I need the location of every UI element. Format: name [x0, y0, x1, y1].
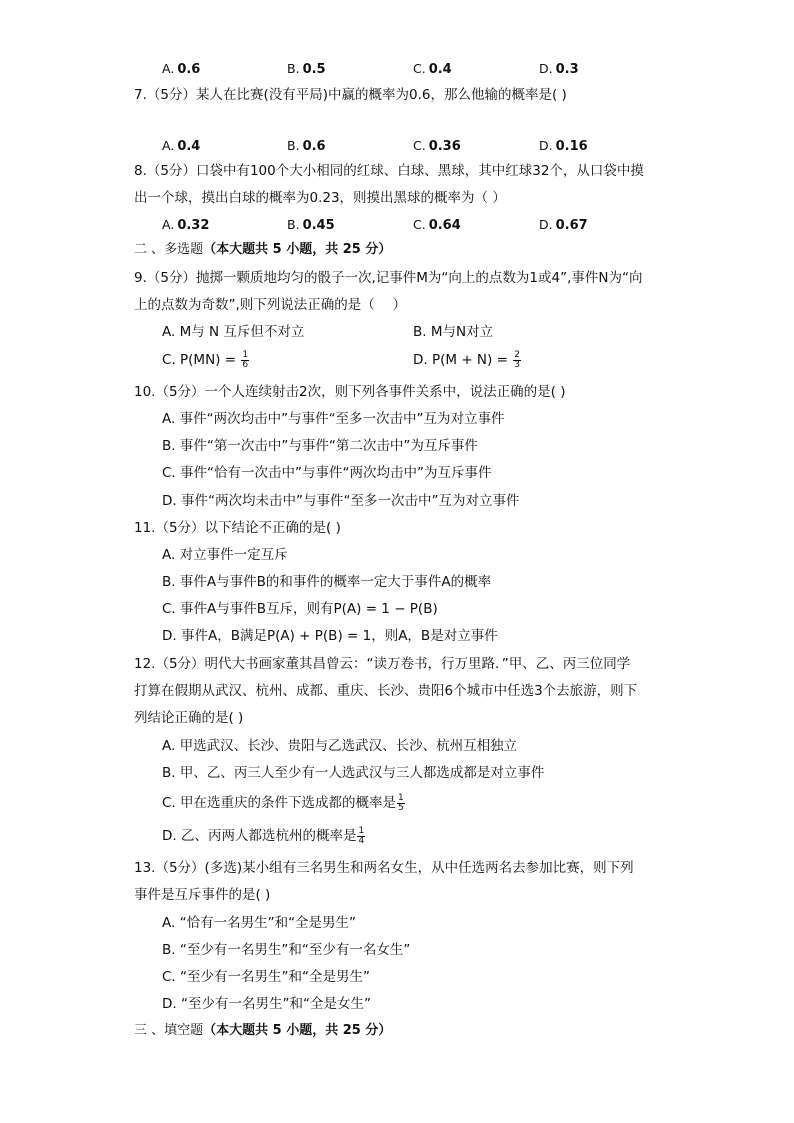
q9-text-line2: 上的点数为奇数”,则下列说法正确的是（ ）	[134, 297, 407, 313]
fraction-numerator: 1	[398, 792, 404, 803]
q9-option-d-fraction	[513, 351, 521, 370]
section-heading-detail: （本大题共 5 小题，共 25 分）	[203, 242, 392, 257]
q11-option-d: D. 事件A，B满足P(A) + P(B) = 1，则A，B是对立事件	[162, 628, 498, 644]
q9-text-line1: 9.（5分）抛掷一颗质地均匀的骰子一次,记事件M为“向上的点数为1或4”,事件N为“向	[134, 270, 643, 286]
q10-option-c: C. 事件“恰有一次击中”与事件“两次均击中”为互斥事件	[162, 465, 492, 481]
q7-option-d: D. 0.16	[539, 138, 588, 154]
q12-option-d	[162, 826, 365, 846]
q12-text-line2: 打算在假期从武汉、杭州、成都、重庆、长沙、贵阳6个城市中任选3个去旅游，则下	[134, 683, 638, 699]
q12-option-d-text: D. 乙、丙两人都选杭州的概率是	[162, 828, 357, 844]
q10-option-b: B. 事件“第一次击中”与事件“第二次击中”为互斥事件	[162, 438, 478, 454]
q13-option-b: B. “至少有一名男生”和“至少有一名女生”	[162, 942, 411, 958]
q12-text-line1: 12.（5分）明代大书画家董其昌曾云：“读万卷书，行万里路．”甲、乙、丙三位同学	[134, 656, 631, 672]
q8-option-a: A. 0.32	[162, 217, 210, 233]
q12-option-c-fraction	[397, 794, 405, 813]
q13-text-line1: 13.（5分）(多选)某小组有三名男生和两名女生，从中任选两名去参加比赛，则下列	[134, 860, 634, 876]
q12-option-c	[162, 793, 405, 813]
q12-text-line3: 列结论正确的是( )	[134, 710, 244, 726]
q8-option-b: B. 0.45	[287, 217, 335, 233]
q13-option-a: A. “恰有一名男生”和“全是男生”	[162, 915, 357, 931]
q7-options	[0, 136, 794, 156]
section-heading-prefix: 三 、填空题	[134, 1023, 204, 1038]
q12-option-a: A. 甲选武汉、长沙、贵阳与乙选武汉、长沙、杭州互相独立	[162, 738, 518, 754]
section-heading-multiple-choice	[134, 240, 391, 260]
fraction-denominator: 6	[242, 359, 249, 370]
q11-option-c: C. 事件A与事件B互斥，则有P(A) = 1 − P(B)	[162, 601, 438, 617]
q8-option-c: C. 0.64	[413, 217, 461, 233]
q9-option-d	[413, 350, 521, 370]
q9-option-b: B. M与N对立	[413, 324, 494, 340]
q7-option-a: A. 0.4	[162, 138, 201, 154]
q6-option-d: D. 0.3	[539, 61, 579, 77]
q8-options	[0, 215, 794, 235]
fraction-denominator: 4	[358, 835, 365, 846]
q9-option-c	[162, 350, 249, 370]
q6-option-a: A. 0.6	[162, 61, 201, 77]
q11-text: 11.（5分）以下结论不正确的是( )	[134, 520, 341, 536]
section-heading-detail: （本大题共 5 小题，共 25 分）	[203, 1023, 392, 1038]
q9-option-a: A. M与 N 互斥但不对立	[162, 324, 305, 340]
fraction-numerator: 1	[358, 825, 365, 836]
q6-options	[0, 59, 794, 79]
q9-option-c-text: C. P(MN) =	[162, 352, 241, 368]
q12-option-c-text: C. 甲在选重庆的条件下选成都的概率是	[162, 795, 397, 811]
q10-option-d: D. 事件“两次均未击中”与事件“至多一次击中”互为对立事件	[162, 493, 520, 509]
q13-option-c: C. “至少有一名男生”和“全是男生”	[162, 969, 370, 985]
q6-option-b: B. 0.5	[287, 61, 326, 77]
q12-option-d-fraction	[357, 827, 365, 846]
q8-option-d: D. 0.67	[539, 217, 588, 233]
q13-text-line2: 事件是互斥事件的是( )	[134, 887, 271, 903]
section-heading-prefix: 二 、多选题	[134, 242, 204, 257]
q12-option-b: B. 甲、乙、丙三人至少有一人选武汉与三人都选成都是对立事件	[162, 765, 545, 781]
q9-option-c-fraction	[241, 351, 249, 370]
q10-text: 10.（5分）一个人连续射击2次，则下列各事件关系中，说法正确的是( )	[134, 384, 566, 400]
q10-option-a: A. 事件“两次均击中”与事件“至多一次击中”互为对立事件	[162, 411, 505, 427]
fraction-denominator: 3	[514, 359, 520, 370]
q7-option-c: C. 0.36	[413, 138, 461, 154]
fraction-numerator: 2	[514, 349, 520, 360]
q9-option-d-text: D. P(M + N) =	[413, 352, 513, 368]
q6-option-c: C. 0.4	[413, 61, 452, 77]
q7-text: 7.（5分）某人在比赛(没有平局)中赢的概率为0.6，那么他输的概率是( )	[134, 87, 567, 103]
q8-text-line1: 8.（5分）口袋中有100个大小相同的红球、白球、黑球，其中红球32个，从口袋中摸	[134, 163, 644, 179]
q13-option-d: D. “至少有一名男生”和“全是女生”	[162, 996, 371, 1012]
q7-option-b: B. 0.6	[287, 138, 326, 154]
fraction-numerator: 1	[242, 349, 249, 360]
q8-text-line2: 出一个球，摸出白球的概率为0.23，则摸出黑球的概率为（ ）	[134, 190, 506, 206]
section-heading-fill-in	[134, 1021, 391, 1041]
fraction-denominator: 5	[398, 802, 404, 813]
q11-option-b: B. 事件A与事件B的和事件的概率一定大于事件A的概率	[162, 574, 492, 590]
q11-option-a: A. 对立事件一定互斥	[162, 547, 288, 563]
